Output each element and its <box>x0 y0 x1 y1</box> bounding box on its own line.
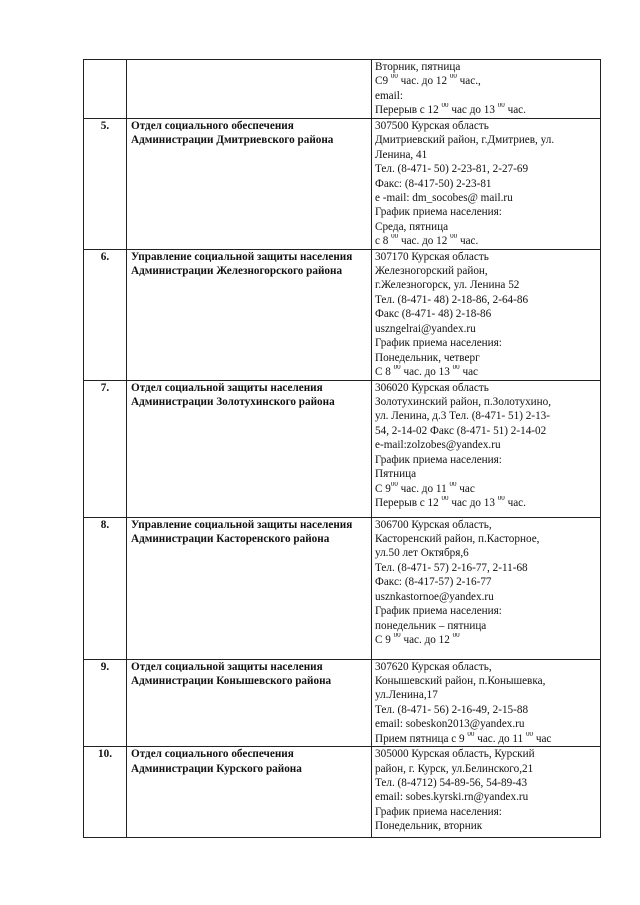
superscript-minutes: 00 <box>526 731 534 738</box>
info-text: e -mail: dm_socobes@ mail.ru <box>375 192 513 205</box>
info-line <box>375 220 597 234</box>
info-line <box>375 561 597 575</box>
info-text: email: sobeskon2013@yandex.ru <box>375 718 525 731</box>
info-line <box>375 60 597 74</box>
info-line <box>375 762 597 776</box>
department-name: Управление социальной защиты населения Администрации Железногорского района <box>127 249 372 380</box>
row-number <box>84 60 127 119</box>
info-text: С 8 <box>375 365 394 378</box>
table-row <box>84 659 601 746</box>
info-text: График приема населения: <box>375 206 502 219</box>
info-line <box>375 482 597 496</box>
info-text: час. до 12 <box>398 235 451 248</box>
info-text: Тел. (8-4712) 54-89-56, 54-89-43 <box>375 776 528 789</box>
superscript-minutes: 00 <box>452 632 460 639</box>
info-text: Пятница <box>375 468 417 481</box>
info-line <box>375 119 597 133</box>
superscript-minutes: 00 <box>449 481 457 488</box>
info-text: С 9 <box>375 482 391 495</box>
info-line <box>375 819 597 833</box>
table-row <box>84 249 601 380</box>
info-text: 307170 Курская область <box>375 250 489 263</box>
info-text: ул.Ленина,17 <box>375 689 438 702</box>
info-text: Факс (8-471- 48) 2-18-86 <box>375 308 492 321</box>
superscript-minutes: 00 <box>393 364 401 371</box>
superscript-minutes: 00 <box>441 103 449 110</box>
superscript-minutes: 00 <box>449 74 457 81</box>
info-text: час <box>456 482 475 495</box>
info-text: usznkastornoe@yandex.ru <box>375 590 494 603</box>
info-line <box>375 307 597 321</box>
info-line <box>375 234 597 248</box>
info-text: График приема населения: <box>375 453 502 466</box>
department-name: Управление социальной защиты населения Администрации Касторенского района <box>127 517 372 659</box>
info-text: час до 13 <box>448 104 498 117</box>
info-line <box>375 89 597 103</box>
info-line <box>375 604 597 618</box>
superscript-minutes: 00 <box>497 103 505 110</box>
superscript-minutes: 00 <box>467 731 475 738</box>
info-text: ул.50 лет Октября,6 <box>375 547 469 560</box>
info-text: Среда, пятница <box>375 220 449 233</box>
info-line <box>375 732 597 746</box>
info-text: Факс: (8-417-57) 2-16-77 <box>375 576 492 589</box>
info-text: Золотухинский район, п.Золотухино, <box>375 396 552 409</box>
info-text: График приема населения: <box>375 337 502 350</box>
superscript-minutes: 00 <box>497 495 505 502</box>
info-text: 306020 Курская область <box>375 381 489 394</box>
info-text: График приема населения: <box>375 605 502 618</box>
info-text: 306700 Курская область, <box>375 518 492 531</box>
info-line <box>375 703 597 717</box>
info-line <box>375 747 597 761</box>
department-name <box>127 60 372 119</box>
info-text: район, г. Курск, ул.Белинского,21 <box>375 762 534 775</box>
info-line <box>375 322 597 336</box>
table-row <box>84 380 601 517</box>
info-text: 307620 Курская область, <box>375 660 492 673</box>
info-line <box>375 575 597 589</box>
info-text: час. до 11 <box>474 732 527 745</box>
info-text: Железногорский район, <box>375 265 488 278</box>
info-line <box>375 633 597 647</box>
department-name: Отдел социального обеспечения Администрации Курского района <box>127 747 372 838</box>
info-line <box>375 74 597 88</box>
contact-info <box>372 119 601 250</box>
info-text: Тел. (8-471- 50) 2-23-81, 2-27-69 <box>375 163 529 176</box>
info-text: С 9 <box>375 633 394 646</box>
row-number: 7. <box>84 380 127 517</box>
info-text: час. до 12 <box>397 75 450 88</box>
info-text: час <box>533 732 552 745</box>
info-text: Понедельник, четверг <box>375 351 480 364</box>
info-text: 305000 Курская область, Курский <box>375 748 535 761</box>
info-line <box>375 381 597 395</box>
info-text: Вторник, пятница <box>375 61 461 73</box>
info-line <box>375 177 597 191</box>
info-line <box>375 776 597 790</box>
info-text: С9 <box>375 75 391 88</box>
info-text: Дмитриевский район, г.Дмитриев, ул. <box>375 134 555 147</box>
info-text: час до 13 <box>448 496 498 509</box>
contact-info <box>372 380 601 517</box>
info-line <box>375 717 597 731</box>
info-line <box>375 395 597 409</box>
info-line <box>375 805 597 819</box>
info-text: email: sobes.kyrski.rn@yandex.ru <box>375 791 529 804</box>
info-text: час. <box>504 496 526 509</box>
info-text: Понедельник, вторник <box>375 820 483 833</box>
info-text: e-mail:zolzobes@yandex.ru <box>375 439 501 452</box>
social-services-table <box>83 59 601 838</box>
row-number: 6. <box>84 249 127 380</box>
info-text: с 8 <box>375 235 392 248</box>
table-row <box>84 517 601 659</box>
superscript-minutes: 00 <box>391 234 399 241</box>
info-line <box>375 162 597 176</box>
department-name: Отдел социальной защиты населения Администрации Золотухинского района <box>127 380 372 517</box>
info-text: Ленина, 41 <box>375 148 428 161</box>
info-line <box>375 409 597 423</box>
department-name: Отдел социального обеспечения Администрации Дмитриевского района <box>127 119 372 250</box>
superscript-minutes: 00 <box>390 74 398 81</box>
info-line <box>375 133 597 147</box>
superscript-minutes: 00 <box>393 632 401 639</box>
info-text: час. до 12 <box>400 633 453 646</box>
info-line <box>375 424 597 438</box>
row-number: 5. <box>84 119 127 250</box>
info-line <box>375 103 597 117</box>
table-row <box>84 60 601 119</box>
info-line <box>375 336 597 350</box>
info-text: г.Железногорск, ул. Ленина 52 <box>375 279 520 292</box>
info-line <box>375 590 597 604</box>
info-line <box>375 278 597 292</box>
info-text: 54, 2-14-02 Факс (8-471- 51) 2-14-02 <box>375 424 547 437</box>
info-text: час., <box>456 75 481 88</box>
info-text: Перерыв с 12 <box>375 496 442 509</box>
info-line <box>375 674 597 688</box>
info-text: час. до 11 <box>397 482 450 495</box>
info-text: Перерыв с 12 <box>375 104 442 117</box>
row-number: 10. <box>84 747 127 838</box>
info-text: Конышевский район, п.Конышевка, <box>375 675 546 688</box>
contact-info <box>372 747 601 838</box>
info-line <box>375 351 597 365</box>
superscript-minutes: 00 <box>390 481 398 488</box>
info-text: ул. Ленина, д.3 Тел. (8-471- 51) 2-13- <box>375 410 550 423</box>
contact-info <box>372 659 601 746</box>
info-line <box>375 293 597 307</box>
info-text: email: <box>375 89 403 102</box>
contact-info <box>372 249 601 380</box>
info-text: Прием пятница с 9 <box>375 732 468 745</box>
info-text: час. <box>504 104 526 117</box>
info-line <box>375 790 597 804</box>
info-text: Тел. (8-471- 57) 2-16-77, 2-11-68 <box>375 561 528 574</box>
info-text: час. <box>457 235 479 248</box>
info-line <box>375 438 597 452</box>
row-number: 9. <box>84 659 127 746</box>
contact-info <box>372 60 601 119</box>
info-line <box>375 365 597 379</box>
info-text: понедельник – пятница <box>375 619 487 632</box>
info-text: час <box>459 365 479 378</box>
info-text: uszngelrai@yandex.ru <box>375 322 476 335</box>
info-line <box>375 619 597 633</box>
info-text: час. до 13 <box>400 365 453 378</box>
info-line <box>375 546 597 560</box>
table-body <box>84 60 601 838</box>
info-text: Тел. (8-471- 56) 2-16-49, 2-15-88 <box>375 703 529 716</box>
info-line <box>375 264 597 278</box>
info-line <box>375 688 597 702</box>
info-line <box>375 205 597 219</box>
table-row <box>84 119 601 250</box>
info-line <box>375 518 597 532</box>
superscript-minutes: 00 <box>441 495 449 502</box>
info-line <box>375 496 597 510</box>
info-line <box>375 660 597 674</box>
info-text: 307500 Курская область <box>375 120 489 132</box>
info-line <box>375 250 597 264</box>
info-line <box>375 191 597 205</box>
table-row <box>84 747 601 838</box>
info-text: Факс: (8-417-50) 2-23-81 <box>375 177 492 190</box>
row-number: 8. <box>84 517 127 659</box>
info-line <box>375 467 597 481</box>
info-line <box>375 532 597 546</box>
info-line <box>375 453 597 467</box>
info-text: График приема населения: <box>375 805 502 818</box>
superscript-minutes: 00 <box>452 364 460 371</box>
info-text: Тел. (8-471- 48) 2-18-86, 2-64-86 <box>375 293 529 306</box>
info-text: Касторенский район, п.Касторное, <box>375 533 540 546</box>
superscript-minutes: 00 <box>450 234 458 241</box>
contact-info <box>372 517 601 659</box>
info-line <box>375 148 597 162</box>
department-name: Отдел социальной защиты населения Администрации Конышевского района <box>127 659 372 746</box>
